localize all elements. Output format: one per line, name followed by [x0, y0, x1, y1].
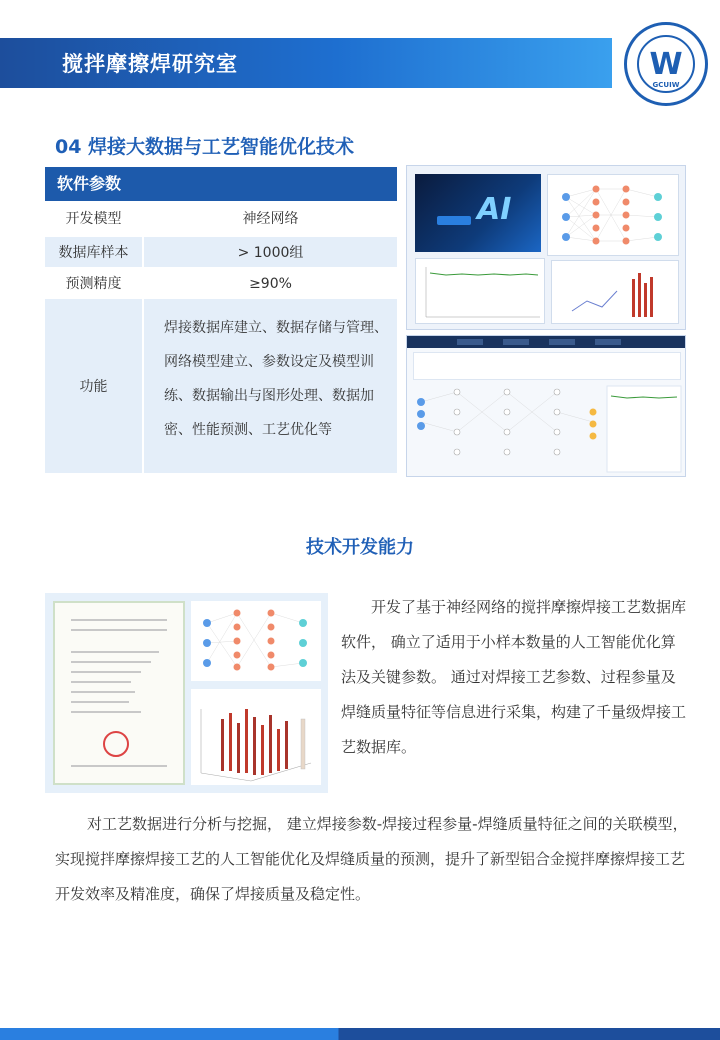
row-value: 焊接数据库建立、数据存储与管理、网络模型建立、参数设定及模型训练、数据输出与图形处理、数据加密、性能预测、工艺优化等 [164, 320, 388, 438]
page-header-title: 搅拌摩擦焊研究室 [62, 52, 238, 76]
table-row [45, 237, 397, 269]
3d-plot-image [551, 260, 679, 324]
nav-tab-image [457, 339, 483, 345]
cert-text-line [71, 661, 151, 663]
nav-tab-image [549, 339, 575, 345]
network-and-chart-image [407, 382, 687, 478]
table-row [45, 201, 397, 237]
cert-text-line [71, 681, 131, 683]
logo-text: GCUIW [652, 81, 680, 89]
footer-bar [0, 1028, 720, 1040]
paragraph-capability: 开发了基于神经网络的搅拌摩擦焊接工艺数据库软件， 确立了适用于小样本数量的人工智能优化算法及关键参数。 通过对焊接工艺参数、过程参量及焊缝质量特征等信息进行采集，构建了千量级焊接工艺数据库。 [341, 598, 687, 756]
neural-network-diagram [547, 174, 679, 256]
row-value: > 1000组 [237, 245, 304, 261]
software-screenshot-dashboard [406, 165, 686, 330]
lab-logo [624, 22, 708, 106]
cert-text-line [71, 651, 159, 653]
paragraph-analysis: 对工艺数据进行分析与挖掘， 建立焊接参数-焊接过程参量-焊缝质量特征之间的关联模型，实现搅拌摩擦焊接工艺的人工智能优化及焊缝质量的预测，提升了新型铝合金搅拌摩擦焊接工艺开发效率及精准度，确保了焊接质量及稳定性。 [55, 815, 688, 903]
row-value: ≥90% [249, 276, 292, 292]
neural-network-diagram [191, 601, 321, 681]
table-header: 软件参数 [45, 167, 397, 201]
cert-text-line [71, 765, 167, 767]
section-title: 04 焊接大数据与工艺智能优化技术 [55, 136, 355, 158]
cert-text-line [71, 691, 135, 693]
cert-text-line [71, 671, 141, 673]
cert-text-line [71, 701, 129, 703]
table-row [45, 299, 397, 475]
row-key: 功能 [45, 299, 144, 473]
3d-bar-plot-image [191, 689, 321, 785]
cert-seal [103, 731, 129, 757]
nav-tab-image [503, 339, 529, 345]
certificate-panel [45, 593, 328, 793]
ai-banner-image [415, 174, 541, 252]
software-parameter-table [45, 167, 397, 475]
row-key: 预测精度 [45, 269, 144, 297]
app-nav-bar [407, 336, 685, 348]
banner-button-image [437, 216, 471, 225]
parameter-form-image [413, 352, 681, 380]
row-key: 开发模型 [45, 201, 144, 235]
software-screenshots [406, 165, 686, 477]
ai-graphic: AI [477, 192, 512, 227]
cert-text-line [71, 619, 167, 621]
subsection-title: 技术开发能力 [306, 537, 414, 558]
cert-text-line [71, 711, 141, 713]
software-screenshot-training [406, 335, 686, 477]
training-curve-image [415, 258, 545, 324]
cert-text-line [71, 629, 167, 631]
table-row [45, 269, 397, 299]
nav-tab-image [595, 339, 621, 345]
software-copyright-certificate-image [53, 601, 185, 785]
logo-letter: W [649, 47, 683, 82]
row-value: 神经网络 [242, 211, 299, 227]
row-key: 数据库样本 [45, 237, 144, 267]
